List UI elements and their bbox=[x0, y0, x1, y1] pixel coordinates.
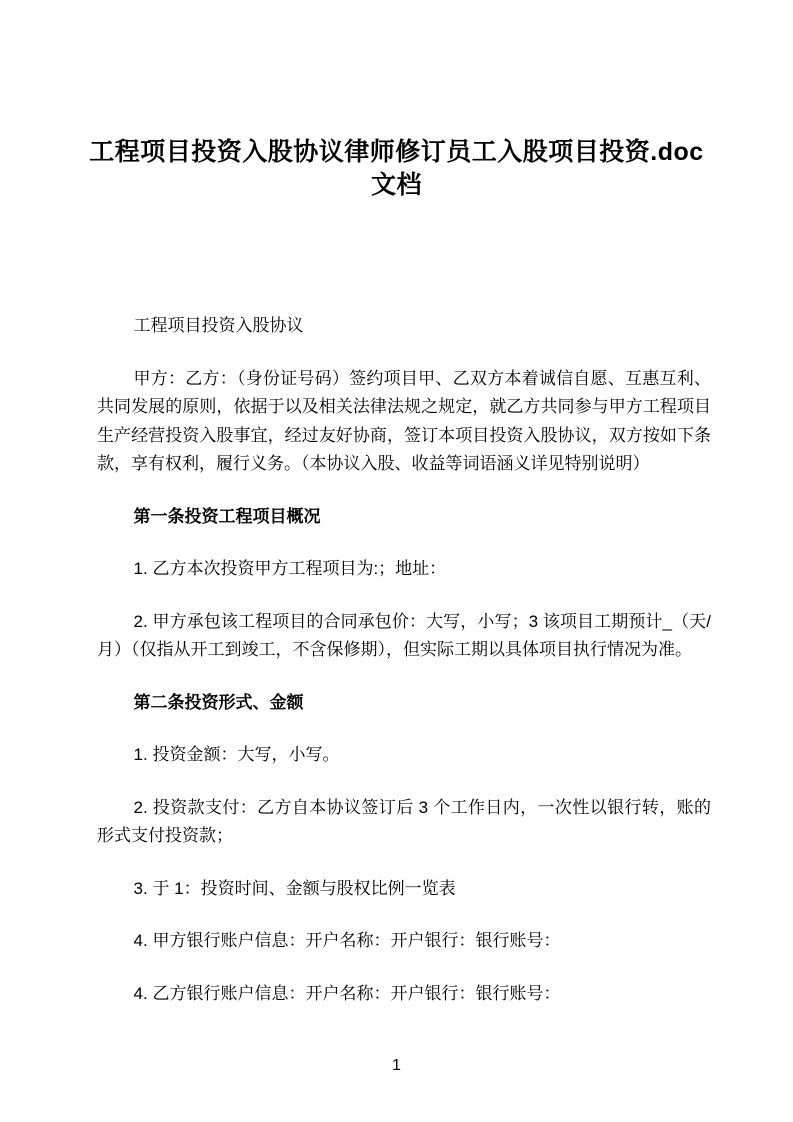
paragraph: 工程项目投资入股协议 bbox=[133, 316, 304, 335]
paragraph: 1. 乙方本次投资甲方工程项目为:；地址： bbox=[133, 559, 447, 578]
paragraph: 3. 于 1：投资时间、金额与股权比例一览表 bbox=[133, 878, 456, 898]
document-title-line-2: 文档 bbox=[370, 171, 422, 199]
paragraph: 4. 甲方银行账户信息：开户名称：开户银行：银行账号： bbox=[133, 931, 561, 950]
paragraph: 4. 乙方银行账户信息：开户名称：开户银行：银行账号： bbox=[133, 983, 561, 1003]
document-body bbox=[0, 312, 793, 1008]
paragraph: 1. 投资金额：大写，小写。 bbox=[133, 745, 340, 764]
document-title-line-1: 工程项目投资入股协议律师修订员工入股项目投资.doc bbox=[89, 138, 704, 166]
paragraph: 2. 投资款支付：乙方自本协议签订后 3 个工作日内，一次性以银行转，账的形式支付投资款； bbox=[97, 797, 711, 845]
document-title bbox=[0, 136, 793, 202]
page-footer bbox=[0, 1056, 793, 1076]
section-heading: 第一条投资工程项目概况 bbox=[133, 506, 321, 526]
section-heading: 第二条投资形式、金额 bbox=[133, 692, 304, 712]
paragraph: 2. 甲方承包该工程项目的合同承包价：大写，小写；3 该项目工期预计_（天/月）（仅指从开工到竣工，不含保修期），但实际工期以具体项目执行情况为准。 bbox=[97, 611, 711, 659]
paragraph: 甲方：乙方：（身份证号码）签约项目甲、乙双方本着诚信自愿、互惠互利、共同发展的原则，依据于以及相关法律法规之规定，就乙方共同参与甲方工程项目生产经营投资入股事宜，经过友好协商，签订本项目投资入股协议，双方按如下条款，享有权利，履行义务。（本协议入股、收益等词语涵义详见特别说明） bbox=[97, 368, 711, 473]
page-number: 1 bbox=[392, 1057, 401, 1074]
